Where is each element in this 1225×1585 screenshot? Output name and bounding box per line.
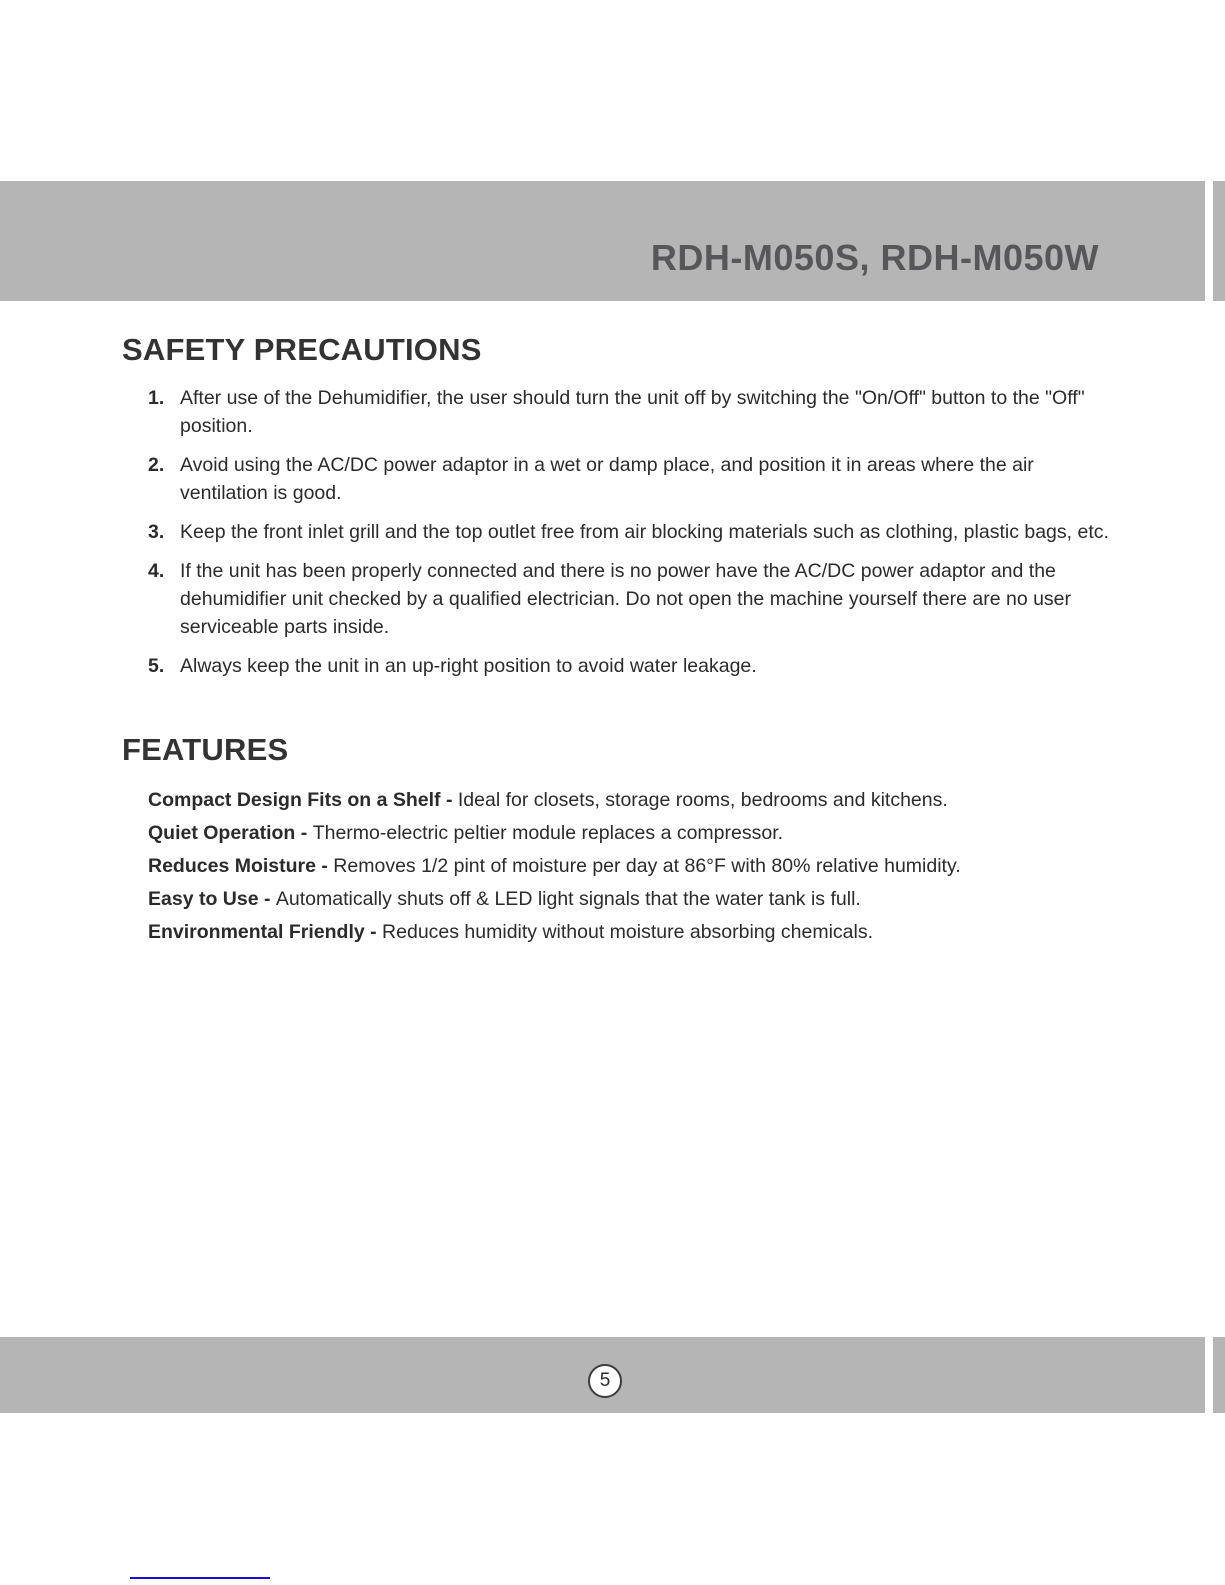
safety-item-number: 1. xyxy=(148,387,165,409)
feature-item-lead: Compact Design Fits on a Shelf - xyxy=(148,789,458,811)
safety-item xyxy=(148,518,1117,546)
safety-item xyxy=(148,384,1117,440)
safety-item xyxy=(148,557,1117,641)
safety-item-text: Always keep the unit in an up-right position to avoid water leakage. xyxy=(180,655,757,677)
feature-item-text: Automatically shuts off & LED light signals that the water tank is full. xyxy=(275,888,861,910)
safety-item xyxy=(148,451,1117,507)
safety-item-number: 4. xyxy=(148,560,165,582)
feature-item xyxy=(148,883,1117,916)
header-band xyxy=(0,181,1225,301)
link-underline-artifact xyxy=(130,1577,270,1579)
safety-precautions-list xyxy=(148,384,1117,680)
feature-item-text: Ideal for closets, storage rooms, bedrooms and kitchens. xyxy=(457,789,948,811)
features-list xyxy=(148,784,1117,949)
safety-item-text: If the unit has been properly connected and there is no power have the AC/DC power adaptor and the dehumidifier unit checked by a qualified electrician. Do not open the machine yourself there are no user serviceable parts inside. xyxy=(180,560,1072,638)
safety-item-number: 2. xyxy=(148,454,165,476)
safety-precautions-heading: SAFETY PRECAUTIONS xyxy=(122,332,482,367)
page-edge-notch xyxy=(1205,181,1213,301)
features-heading: FEATURES xyxy=(122,732,289,767)
document-content xyxy=(122,332,1117,949)
page-number: 5 xyxy=(599,1370,611,1391)
safety-item-text: After use of the Dehumidifier, the user should turn the unit off by switching the "On/Off" button to the "Off" position. xyxy=(180,387,1085,437)
feature-item-text: Removes 1/2 pint of moisture per day at 86°F with 80% relative humidity. xyxy=(333,855,961,877)
feature-item xyxy=(148,817,1117,850)
model-title: RDH-M050S, RDH-M050W xyxy=(650,237,1099,278)
page-edge-notch xyxy=(1205,1337,1213,1413)
feature-item-lead: Quiet Operation - xyxy=(148,822,313,844)
features-section xyxy=(122,732,1117,949)
feature-item xyxy=(148,916,1117,949)
safety-item-number: 3. xyxy=(148,521,165,543)
page-number-badge xyxy=(588,1364,622,1398)
safety-item-text: Avoid using the AC/DC power adaptor in a wet or damp place, and position it in areas where the air ventilation is good. xyxy=(180,454,1034,504)
feature-item xyxy=(148,784,1117,817)
feature-item-lead: Reduces Moisture - xyxy=(148,855,334,877)
feature-item-lead: Easy to Use - xyxy=(148,888,276,910)
safety-item-number: 5. xyxy=(148,655,165,677)
feature-item xyxy=(148,850,1117,883)
feature-item-lead: Environmental Friendly - xyxy=(148,921,383,943)
feature-item-text: Reduces humidity without moisture absorbing chemicals. xyxy=(382,921,874,943)
safety-item-text: Keep the front inlet grill and the top outlet free from air blocking materials such as clothing, plastic bags, etc. xyxy=(180,521,1109,543)
safety-item xyxy=(148,652,1117,680)
feature-item-text: Thermo-electric peltier module replaces a compressor. xyxy=(312,822,784,844)
